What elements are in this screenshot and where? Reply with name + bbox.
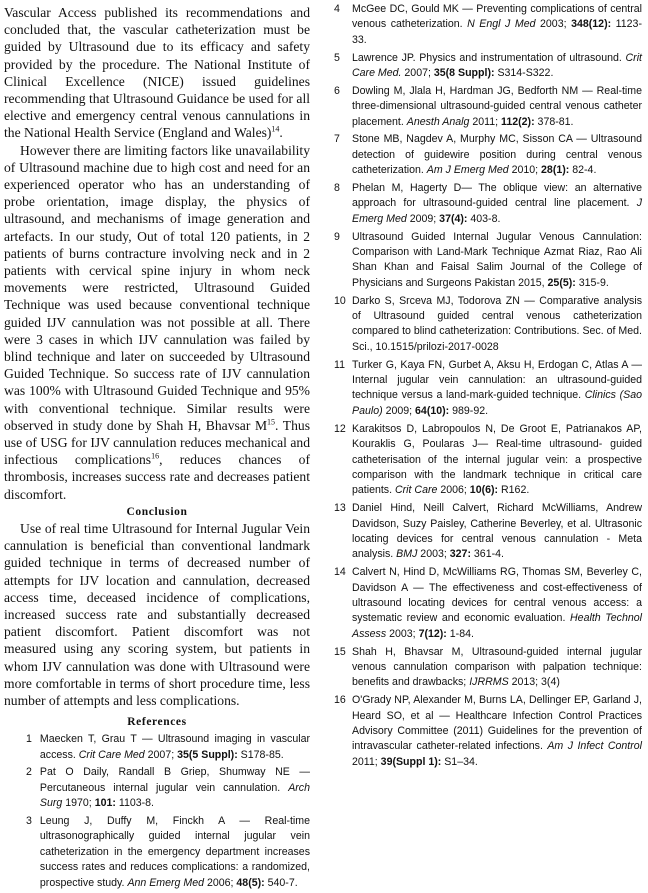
- reference-number: 3: [26, 814, 32, 827]
- reference-number: 14: [334, 566, 346, 579]
- reference-text: [40, 732, 310, 763]
- reference-body: Stone MB, Nagdev A, Murphy MC, Sisson CA — Ultrasound detection of guidewire position during central venous catheterization.: [352, 133, 642, 177]
- reference-text: [352, 422, 642, 499]
- reference-journal: Crit Care: [395, 484, 438, 497]
- reference-number: 11: [334, 358, 345, 371]
- reference-text: [40, 765, 310, 811]
- reference-pages: S314-S322.: [494, 67, 554, 80]
- reference-volume: 327:: [449, 548, 471, 561]
- citation-15: 15: [267, 417, 276, 427]
- reference-item: [330, 565, 642, 642]
- reference-body: Ultrasound Guided Internal Jugular Venous Cannulation: Comparison with Land-Mark Technique Azmat Riaz, Rao Ali Shan Khan and Faisal Salim Journal of the College of Physicians and Surgeons Pakistan 2015,: [352, 230, 642, 289]
- reference-item: [330, 181, 642, 227]
- reference-volume: 48(5):: [236, 876, 265, 889]
- reference-pages: 1123-33.: [352, 18, 642, 46]
- reference-item: [330, 358, 642, 420]
- reference-volume: 64(10):: [415, 404, 450, 417]
- reference-year: 2007;: [401, 67, 434, 80]
- reference-year: 2007;: [144, 748, 178, 761]
- reference-text: [352, 565, 642, 642]
- reference-journal: IJRRMS: [469, 676, 509, 689]
- reference-pages: S1–34.: [441, 755, 478, 768]
- reference-year: 2003;: [417, 548, 450, 561]
- reference-body: Dowling M, Jlala H, Hardman JG, Bedforth NM — Real-time three-dimensional ultrasound-guided central venous catheter placement.: [352, 84, 642, 128]
- reference-text: [352, 2, 642, 48]
- reference-text: [40, 814, 310, 891]
- reference-year: 2011;: [352, 755, 381, 768]
- reference-number: 1: [26, 733, 32, 746]
- reference-body: Maecken T, Grau T — Ultrasound imaging in vascular access.: [39, 733, 310, 761]
- reference-text: [352, 84, 642, 130]
- reference-journal: Anesth Analg: [406, 115, 470, 128]
- reference-year: 2010;: [508, 164, 542, 177]
- reference-text: [352, 230, 642, 292]
- reference-number: 12: [334, 422, 346, 435]
- reference-number: 4: [334, 3, 340, 15]
- reference-year: 2009;: [382, 404, 416, 417]
- reference-volume: 348(12):: [571, 18, 612, 31]
- reference-volume: 25(5):: [547, 276, 576, 289]
- reference-volume: 28(1):: [541, 164, 570, 177]
- reference-year: 2011;: [469, 115, 502, 128]
- reference-pages: 1103-8.: [115, 797, 154, 810]
- reference-text: [352, 501, 642, 563]
- references-list-right: [330, 2, 642, 770]
- reference-journal: Crit Care Med.: [352, 51, 642, 80]
- reference-year: 2006;: [204, 876, 237, 889]
- reference-item: [330, 645, 642, 691]
- reference-pages: 1-84.: [446, 627, 474, 640]
- right-column: [330, 2, 642, 773]
- reference-pages: 989-92.: [449, 404, 489, 417]
- reference-item: [330, 51, 642, 82]
- reference-journal: N Engl J Med: [467, 18, 536, 31]
- reference-pages: 361-4.: [470, 548, 504, 561]
- reference-number: 16: [334, 694, 346, 707]
- reference-pages: R162.: [498, 484, 530, 497]
- reference-number: 7: [334, 133, 340, 146]
- reference-number: 5: [334, 51, 340, 64]
- left-column: [4, 4, 310, 893]
- reference-number: 2: [26, 766, 32, 779]
- reference-journal: Health Technol Assess: [352, 612, 642, 640]
- reference-text: [352, 294, 642, 356]
- reference-item: [4, 732, 310, 763]
- reference-journal: Am J Emerg Med: [426, 164, 509, 177]
- reference-body: Turker G, Kaya FN, Gurbet A, Aksu H, Erdogan C, Atlas A — Internal jugular vein cannulation: an ultrasound-guided technique versus a land-mark-guided technique.: [352, 358, 642, 402]
- reference-journal: Ann Emerg Med: [127, 876, 204, 889]
- reference-volume: 101:: [94, 797, 116, 810]
- reference-journal: Arch Surg: [39, 781, 310, 810]
- reference-item: [330, 84, 642, 130]
- reference-journal: Am J Infect Control: [547, 740, 643, 753]
- reference-pages: 378-81.: [534, 115, 574, 128]
- reference-journal: BMJ: [396, 548, 418, 561]
- conclusion-heading: Conclusion: [126, 505, 188, 518]
- reference-volume: 7(12):: [418, 627, 447, 640]
- reference-pages: 315-9.: [575, 276, 609, 289]
- reference-journal: J Emerg Med: [352, 197, 642, 225]
- reference-item: [330, 294, 642, 356]
- reference-body: Leung J, Duffy M, Finckh A — Real-time ultrasonographically guided internal jugular vein catheterization in the emergency department increases success rates and reduces complications: a randomized, prospective study.: [39, 814, 310, 889]
- reference-number: 9: [334, 230, 340, 243]
- reference-item: [330, 2, 642, 48]
- reference-body: Lawrence JP. Physics and instrumentation of ultrasound.: [352, 51, 626, 64]
- reference-text: [352, 693, 642, 770]
- reference-body: Calvert N, Hind D, McWilliams RG, Thomas SM, Beverley C, Davidson A — The effectiveness and cost-effectiveness of ultrasound locating devices for central venous access: a systematic review and economic evaluation.: [352, 566, 642, 625]
- body-paragraph-1: Vascular Access published its recommendations and concluded that, the vascular catheterization must be guided by Ultrasound due to its efficacy and safety provided by the procedure. The National Institute of Clinical Excellence (NICE) issued guidelines recommending that Ultrasound Guidance be used for all elective and emergency central venous cannulations in the National Health Service (England and Wales)$^{14}$.: [4, 5, 310, 141]
- citation-14: 14: [271, 124, 280, 134]
- reference-body: Darko S, Srceva MJ, Todorova ZN — Comparative analysis of Ultrasound guided central venous catheterization compared to blind catheterization: Contributions. Sec. of Med. Sci., 10.1515/prilozi-2017-0028: [352, 294, 642, 353]
- reference-journal: Crit Care Med: [78, 748, 145, 761]
- reference-item: [4, 765, 310, 811]
- reference-volume: 35(8 Suppl):: [433, 67, 495, 80]
- reference-body: Pat O Daily, Randall B Griep, Shumway NE — Percutaneous internal jugular vein cannulation.: [39, 766, 310, 794]
- reference-text: [352, 132, 642, 178]
- reference-body: Shah H, Bhavsar M, Ultrasound-guided internal jugular venous cannulation comparison with palpation technique: benefits and drawbacks;: [352, 645, 642, 689]
- reference-text: [352, 181, 642, 227]
- reference-item: [330, 422, 642, 499]
- reference-item: [330, 230, 642, 292]
- reference-year: 2006;: [437, 484, 470, 497]
- reference-body: O'Grady NP, Alexander M, Burns LA, Dellinger EP, Garland J, Heard SO, et al — Healthcare Infection Control Practices Advisory Committee (2011) Guidelines for the prevention of intravascular catheter-related infections.: [352, 694, 642, 753]
- reference-number: 15: [334, 645, 346, 658]
- reference-year: 1970;: [62, 797, 95, 810]
- reference-volume: 37(4):: [439, 212, 468, 225]
- reference-journal: Clinics (Sao Paulo): [352, 389, 642, 417]
- references-list-left: [4, 732, 310, 891]
- reference-body: Karakitsos D, Labropoulos N, De Groot E, Patrianakos AP, Kouraklis G, Poularas J— Real-time ultrasound- guided catheterisation of the internal jugular vein: a prospective comparison with the landmark technique in critical care patients.: [352, 422, 642, 497]
- reference-number: 10: [334, 294, 346, 307]
- reference-year: 2003;: [535, 18, 572, 31]
- reference-pages: 403-8.: [467, 212, 501, 225]
- reference-item: [330, 693, 642, 770]
- reference-pages: 82-4.: [569, 164, 597, 177]
- citation-16: 16: [151, 451, 160, 461]
- reference-item: [330, 501, 642, 563]
- conclusion-paragraph: Use of real time Ultrasound for Internal Jugular Vein cannulation is beneficial than conventional landmark guided technique in terms of decreased number of attempts for IJV location and cannulation, decreased access time, deceased incidence of complications, increased success rate and substantially decreased patient discomfort. Patient discomfort was not measured using any scoring system, but patients in whom IJV cannulation was done with Ultrasound were more comfortable in terms of short procedure time, less number of attempts and less complications.: [4, 520, 310, 708]
- reference-volume: 35(5 Suppl):: [177, 748, 238, 761]
- reference-pages: S178-85.: [237, 748, 284, 761]
- reference-volume: 39(Suppl 1):: [380, 755, 442, 768]
- reference-year: 2009;: [406, 212, 440, 225]
- reference-pages: 540-7.: [264, 876, 298, 889]
- reference-body: Phelan M, Hagerty D— The oblique view: an alternative approach for ultrasound-guided central line placement.: [352, 182, 642, 210]
- reference-number: 6: [334, 84, 340, 97]
- reference-year: 2013; 3(4): [508, 676, 560, 689]
- reference-text: [352, 358, 642, 420]
- reference-number: 8: [334, 182, 340, 195]
- references-heading: References: [127, 716, 187, 729]
- reference-item: [330, 132, 642, 178]
- reference-number: 13: [334, 502, 346, 515]
- reference-year: 2003;: [386, 627, 419, 640]
- reference-item: [4, 814, 310, 891]
- reference-text: [352, 645, 642, 691]
- reference-body: McGee DC, Gould MK — Preventing complications of central venous catheterization.: [352, 3, 642, 31]
- reference-text: [352, 51, 642, 82]
- reference-volume: 10(6):: [469, 484, 499, 497]
- body-paragraph-2: However there are limiting factors like unavailability of Ultrasound machine due to high cost and need for an experienced operator who has an understanding of probe orientation, image display, the physics of ultrasound, and mechanisms of image generation and artefacts. In our study, Out of total 120 patients, in 2 patients of burns contracture involving neck and in 2 patients with cervical spine injury in whom neck movements were restricted, Ultrasound Guided Technique was used because conventional technique guided IJV cannulation was not possible at all. There were 3 cases in which IJV cannulation was failed by blind technique and later on succeeded by Ultrasound Guided Technique. So success rate of IJV cannulation was 100% with Ultrasound Guided Technique and 95% with conventional technique. Similar results were observed in study done by Shah H, Bhavsar $M^{15}$. Thus use of USG for IJV cannulation reduces mechanical and infectious complications$^{16}$, reduces chances of thrombosis, increases success rate and decreases patient discomfort.: [4, 142, 311, 502]
- reference-body: Daniel Hind, Neill Calvert, Richard McWilliams, Andrew Davidson, Suzy Paisley, Catherine Beverley, et al. Ultrasonic locating devices for central venous cannulation - Meta analysis.: [352, 502, 642, 561]
- reference-volume: 112(2):: [501, 115, 535, 128]
